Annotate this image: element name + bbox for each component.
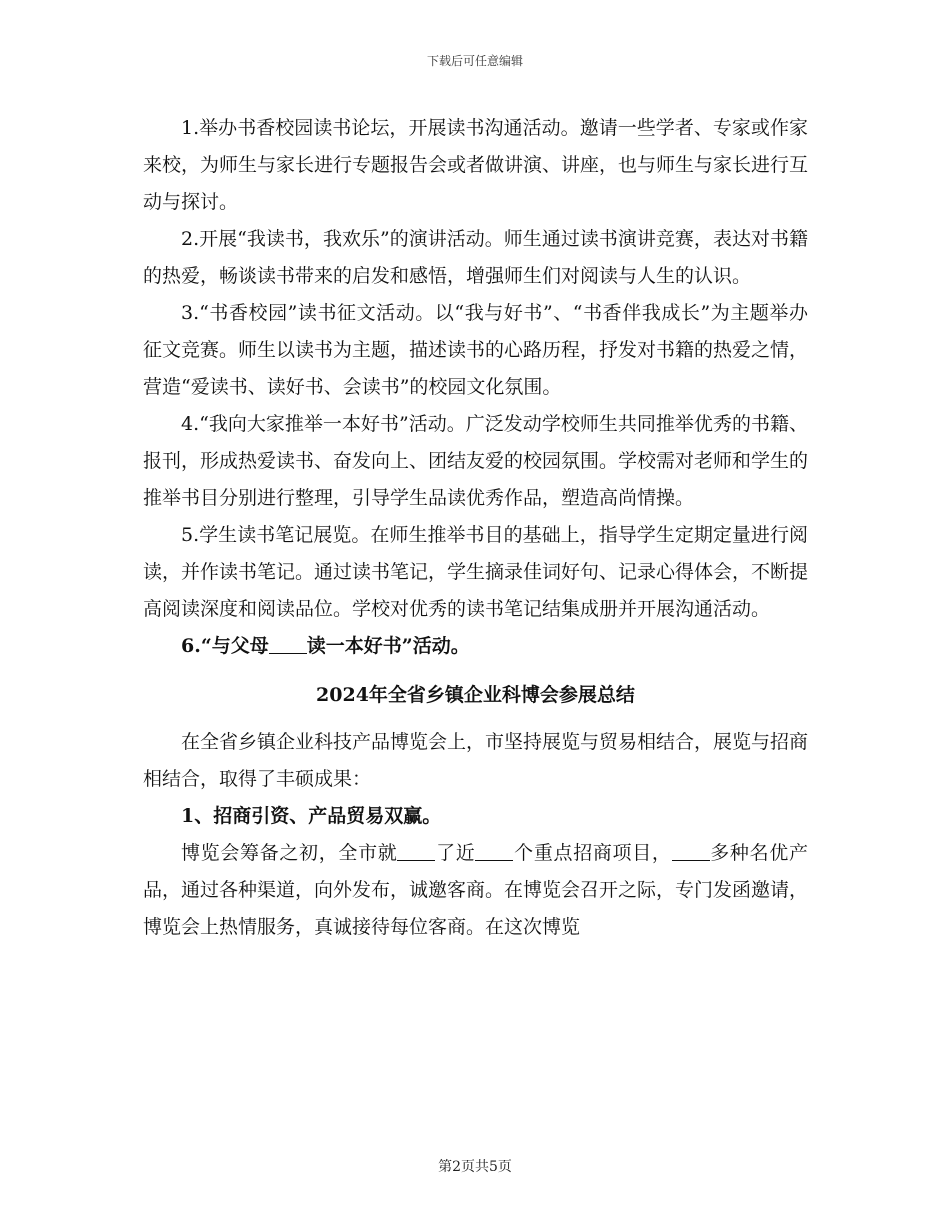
paragraph-6 xyxy=(143,628,808,665)
last-part-4: 多种名优产品，通过各种渠道，向外发布，诚邀客商。在博览会召开之际，专门发函邀请，博览会上热情服务，真诚接待每位客商。在这次博览 xyxy=(143,842,809,938)
paragraph-1: 1.举办书香校园读书论坛，开展读书沟通活动。邀请一些学者、专家或作家来校，为师生与家长进行专题报告会或者做讲演、讲座，也与师生与家长进行互动与探讨。 xyxy=(143,117,809,213)
fill-blank xyxy=(269,634,307,654)
last-part-1: 博览会筹备之初，全市就 xyxy=(181,842,398,864)
page-footer: 第2页共5页 xyxy=(438,1159,512,1175)
fill-blank xyxy=(475,841,513,861)
paragraph-3: 3.“书香校园”读书征文活动。以“我与好书”、“书香伴我成长”为主题举办征文竞赛。师生以读书为主题，描述读书的心路历程，抒发对书籍的热爱之情，营造“爱读书、读好书、会读书”的校园文化氛围。 xyxy=(143,302,809,398)
paragraph-5: 5.学生读书笔记展览。在师生推举书目的基础上，指导学生定期定量进行阅读，并作读书笔记。通过读书笔记，学生摘录佳词好句、记录心得体会，不断提高阅读深度和阅读品位。学校对优秀的读书笔记结集成册并开展沟通活动。 xyxy=(143,524,809,620)
section-heading-1: 1、招商引资、产品贸易双赢。 xyxy=(181,805,442,827)
last-part-3: 个重点招商项目， xyxy=(513,842,672,864)
intro-paragraph: 在全省乡镇企业科技产品博览会上，市坚持展览与贸易相结合，展览与招商相结合，取得了丰硕成果： xyxy=(143,731,809,790)
last-part-2: 了近 xyxy=(435,842,476,864)
document-title: 2024年全省乡镇企业科博会参展总结 xyxy=(316,684,635,706)
fill-blank xyxy=(672,841,710,861)
document-body xyxy=(143,110,808,946)
fill-blank xyxy=(397,841,435,861)
paragraph-4: 4.“我向大家推举一本好书”活动。广泛发动学校师生共同推举优秀的书籍、报刊，形成热爱读书、奋发向上、团结友爱的校园氛围。学校需对老师和学生的推举书目分别进行整理，引导学生品读优秀作品，塑造高尚情操。 xyxy=(143,413,809,509)
page-header: 下载后可任意编辑 xyxy=(426,54,523,68)
item6-before: 6.“与父母 xyxy=(181,635,269,657)
last-paragraph xyxy=(143,835,808,946)
item6-after: 读一本好书”活动。 xyxy=(306,635,470,657)
paragraph-2: 2.开展“我读书，我欢乐”的演讲活动。师生通过读书演讲竞赛，表达对书籍的热爱，畅谈读书带来的启发和感悟，增强师生们对阅读与人生的认识。 xyxy=(143,228,808,287)
